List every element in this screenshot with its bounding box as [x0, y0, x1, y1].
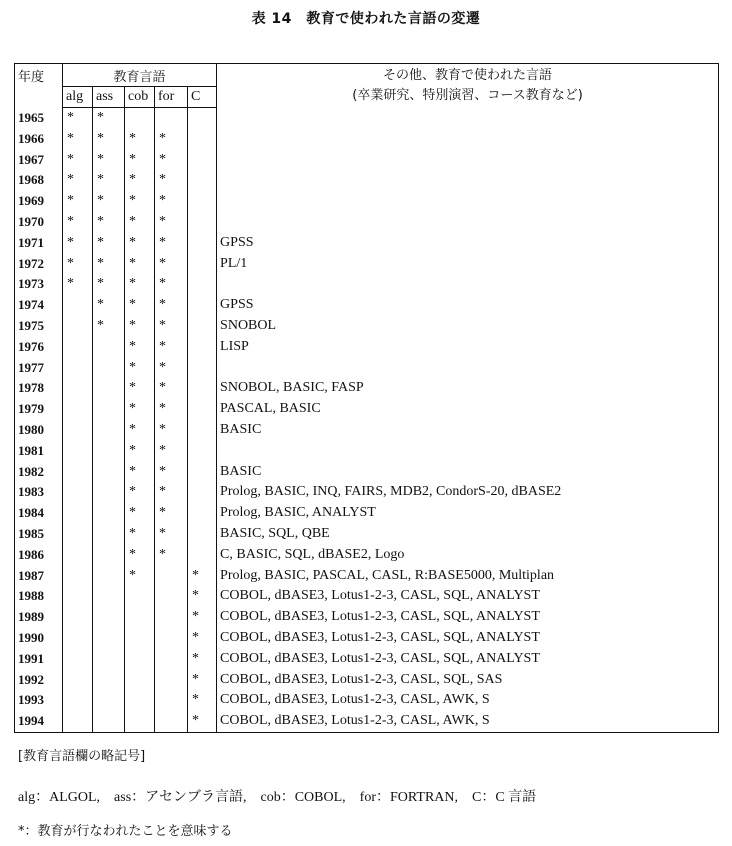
mark-cell-alg — [63, 586, 93, 607]
lang-header-cob: cob — [125, 87, 155, 108]
mark-cell-cob — [125, 711, 155, 732]
table-caption: 表 14 教育で使われた言語の変遷 — [251, 11, 481, 27]
mark-cell-for: * — [155, 399, 188, 420]
other-languages-cell: Prolog, BASIC, INQ, FAIRS, MDB2, CondorS-20, dBASE2 — [217, 482, 719, 503]
mark-cell-ass — [93, 711, 125, 732]
table-row — [15, 108, 719, 129]
mark-cell-c: * — [188, 670, 217, 691]
mark-cell-c — [188, 462, 217, 483]
mark-cell-for — [155, 566, 188, 587]
other-languages-header-line1: その他、教育で使われた言語 — [383, 67, 553, 83]
mark-cell-for — [155, 690, 188, 711]
other-languages-cell — [217, 191, 719, 212]
mark-cell-cob — [125, 607, 155, 628]
mark-cell-cob: * — [125, 358, 155, 379]
mark-cell-c — [188, 212, 217, 233]
mark-cell-alg — [63, 482, 93, 503]
table-row — [15, 545, 719, 566]
mark-cell-alg — [63, 690, 93, 711]
mark-cell-alg — [63, 399, 93, 420]
mark-cell-cob: * — [125, 566, 155, 587]
other-languages-cell: COBOL, dBASE3, Lotus1-2-3, CASL, SQL, ANALYST — [217, 649, 719, 670]
mark-cell-for: * — [155, 274, 188, 295]
other-languages-cell: BASIC — [217, 420, 719, 441]
mark-cell-cob — [125, 670, 155, 691]
mark-cell-c — [188, 337, 217, 358]
mark-cell-for: * — [155, 150, 188, 171]
mark-cell-cob: * — [125, 399, 155, 420]
other-languages-cell: C, BASIC, SQL, dBASE2, Logo — [217, 545, 719, 566]
table-row — [15, 607, 719, 628]
mark-cell-c — [188, 378, 217, 399]
year-cell: 1976 — [15, 337, 63, 358]
mark-cell-ass — [93, 628, 125, 649]
mark-cell-cob: * — [125, 441, 155, 462]
mark-cell-cob: * — [125, 482, 155, 503]
mark-cell-cob — [125, 586, 155, 607]
mark-cell-for: * — [155, 378, 188, 399]
mark-cell-ass: * — [93, 254, 125, 275]
other-languages-cell: PL/1 — [217, 254, 719, 275]
mark-cell-c — [188, 191, 217, 212]
mark-cell-cob: * — [125, 524, 155, 545]
table-row — [15, 711, 719, 732]
mark-cell-for: * — [155, 191, 188, 212]
mark-cell-alg — [63, 649, 93, 670]
other-languages-cell — [217, 129, 719, 150]
mark-cell-ass: * — [93, 274, 125, 295]
mark-cell-for: * — [155, 295, 188, 316]
mark-cell-for: * — [155, 233, 188, 254]
mark-cell-alg — [63, 378, 93, 399]
mark-cell-for: * — [155, 316, 188, 337]
mark-cell-ass — [93, 399, 125, 420]
mark-cell-c: * — [188, 628, 217, 649]
mark-cell-ass: * — [93, 212, 125, 233]
other-languages-cell: SNOBOL — [217, 316, 719, 337]
mark-cell-for: * — [155, 462, 188, 483]
mark-cell-ass — [93, 358, 125, 379]
year-cell: 1983 — [15, 482, 63, 503]
mark-cell-cob: * — [125, 462, 155, 483]
mark-cell-c — [188, 503, 217, 524]
table-body — [15, 108, 719, 733]
mark-cell-alg: * — [63, 129, 93, 150]
mark-cell-ass — [93, 503, 125, 524]
other-languages-cell — [217, 150, 719, 171]
table-row — [15, 441, 719, 462]
mark-cell-c — [188, 129, 217, 150]
table-row — [15, 399, 719, 420]
table-row — [15, 503, 719, 524]
mark-cell-cob: * — [125, 170, 155, 191]
other-languages-cell: GPSS — [217, 295, 719, 316]
year-cell: 1972 — [15, 254, 63, 275]
mark-cell-ass — [93, 420, 125, 441]
table-row — [15, 628, 719, 649]
mark-cell-cob: * — [125, 295, 155, 316]
table-row — [15, 170, 719, 191]
mark-cell-ass — [93, 690, 125, 711]
mark-cell-alg — [63, 295, 93, 316]
mark-cell-alg — [63, 545, 93, 566]
mark-cell-ass: * — [93, 233, 125, 254]
year-cell: 1979 — [15, 399, 63, 420]
table-row — [15, 420, 719, 441]
legend-abbreviations: alg：ALGOL, ass：アセンブラ言語, cob：COBOL, for：FORTRAN, C：C 言語 — [18, 790, 537, 805]
table-row — [15, 649, 719, 670]
other-languages-cell: COBOL, dBASE3, Lotus1-2-3, CASL, AWK, S — [217, 690, 719, 711]
year-cell: 1985 — [15, 524, 63, 545]
mark-cell-for: * — [155, 170, 188, 191]
mark-cell-c — [188, 233, 217, 254]
mark-cell-alg — [63, 711, 93, 732]
year-cell: 1986 — [15, 545, 63, 566]
mark-cell-for: * — [155, 503, 188, 524]
year-cell: 1980 — [15, 420, 63, 441]
mark-cell-for: * — [155, 420, 188, 441]
other-languages-cell: GPSS — [217, 233, 719, 254]
year-cell: 1975 — [15, 316, 63, 337]
mark-cell-alg: * — [63, 108, 93, 129]
year-cell: 1977 — [15, 358, 63, 379]
mark-cell-c — [188, 399, 217, 420]
mark-cell-ass: * — [93, 191, 125, 212]
mark-cell-ass — [93, 649, 125, 670]
other-languages-cell — [217, 274, 719, 295]
mark-cell-for: * — [155, 129, 188, 150]
mark-cell-ass — [93, 524, 125, 545]
mark-cell-alg: * — [63, 254, 93, 275]
table-row — [15, 316, 719, 337]
mark-cell-ass — [93, 462, 125, 483]
other-languages-cell: BASIC — [217, 462, 719, 483]
table-row — [15, 254, 719, 275]
year-cell: 1987 — [15, 566, 63, 587]
mark-cell-cob: * — [125, 503, 155, 524]
other-languages-cell: PASCAL, BASIC — [217, 399, 719, 420]
mark-cell-c: * — [188, 586, 217, 607]
mark-cell-c — [188, 254, 217, 275]
mark-cell-c — [188, 420, 217, 441]
mark-cell-for: * — [155, 441, 188, 462]
mark-cell-for: * — [155, 212, 188, 233]
year-cell: 1969 — [15, 191, 63, 212]
other-languages-cell: COBOL, dBASE3, Lotus1-2-3, CASL, AWK, S — [217, 711, 719, 732]
mark-cell-ass: * — [93, 170, 125, 191]
mark-cell-for — [155, 108, 188, 129]
mark-cell-alg — [63, 441, 93, 462]
table-row — [15, 274, 719, 295]
mark-cell-cob: * — [125, 337, 155, 358]
mark-cell-ass — [93, 378, 125, 399]
mark-cell-alg — [63, 503, 93, 524]
mark-cell-alg — [63, 628, 93, 649]
mark-cell-alg — [63, 337, 93, 358]
other-languages-header-line2: (卒業研究、特別演習、コース教育など) — [352, 87, 583, 103]
mark-cell-alg: * — [63, 274, 93, 295]
other-languages-cell: COBOL, dBASE3, Lotus1-2-3, CASL, SQL, SAS — [217, 670, 719, 691]
mark-cell-c — [188, 524, 217, 545]
year-cell: 1984 — [15, 503, 63, 524]
mark-cell-alg — [63, 420, 93, 441]
mark-cell-for — [155, 607, 188, 628]
year-cell: 1968 — [15, 170, 63, 191]
year-cell: 1981 — [15, 441, 63, 462]
mark-cell-alg — [63, 358, 93, 379]
mark-cell-alg: * — [63, 212, 93, 233]
table-row — [15, 690, 719, 711]
mark-cell-c — [188, 358, 217, 379]
mark-cell-c — [188, 482, 217, 503]
mark-cell-cob: * — [125, 129, 155, 150]
mark-cell-for: * — [155, 524, 188, 545]
other-languages-cell: COBOL, dBASE3, Lotus1-2-3, CASL, SQL, ANALYST — [217, 586, 719, 607]
year-cell: 1988 — [15, 586, 63, 607]
mark-cell-ass: * — [93, 150, 125, 171]
mark-cell-alg — [63, 670, 93, 691]
mark-cell-c: * — [188, 566, 217, 587]
mark-cell-alg: * — [63, 150, 93, 171]
lang-header-c: C — [188, 87, 217, 108]
other-languages-header — [217, 64, 719, 108]
year-cell: 1966 — [15, 129, 63, 150]
table-row — [15, 233, 719, 254]
table-row — [15, 337, 719, 358]
mark-cell-cob — [125, 690, 155, 711]
mark-cell-c: * — [188, 607, 217, 628]
mark-cell-cob: * — [125, 274, 155, 295]
mark-cell-cob: * — [125, 316, 155, 337]
year-cell: 1982 — [15, 462, 63, 483]
mark-cell-for: * — [155, 545, 188, 566]
mark-cell-ass — [93, 607, 125, 628]
year-header: 年度 — [15, 64, 63, 108]
mark-cell-ass — [93, 441, 125, 462]
legend-star-note: *：教育が行なわれたことを意味する — [18, 824, 233, 839]
mark-cell-ass: * — [93, 316, 125, 337]
mark-cell-ass: * — [93, 295, 125, 316]
year-cell: 1974 — [15, 295, 63, 316]
mark-cell-alg — [63, 524, 93, 545]
legend-title: [教育言語欄の略記号] — [18, 749, 146, 764]
table-row — [15, 129, 719, 150]
mark-cell-for: * — [155, 482, 188, 503]
mark-cell-cob: * — [125, 191, 155, 212]
year-cell: 1971 — [15, 233, 63, 254]
other-languages-cell: LISP — [217, 337, 719, 358]
mark-cell-cob — [125, 628, 155, 649]
mark-cell-c — [188, 170, 217, 191]
lang-header-alg: alg — [63, 87, 93, 108]
year-cell: 1992 — [15, 670, 63, 691]
table-row — [15, 462, 719, 483]
year-cell: 1991 — [15, 649, 63, 670]
mark-cell-c: * — [188, 649, 217, 670]
table-row — [15, 670, 719, 691]
year-cell: 1978 — [15, 378, 63, 399]
mark-cell-for — [155, 711, 188, 732]
other-languages-cell: SNOBOL, BASIC, FASP — [217, 378, 719, 399]
mark-cell-c — [188, 295, 217, 316]
mark-cell-cob: * — [125, 150, 155, 171]
mark-cell-c — [188, 316, 217, 337]
year-cell: 1993 — [15, 690, 63, 711]
mark-cell-ass: * — [93, 129, 125, 150]
table-row — [15, 482, 719, 503]
mark-cell-ass — [93, 545, 125, 566]
table-row — [15, 295, 719, 316]
lang-header-for: for — [155, 87, 188, 108]
other-languages-cell: Prolog, BASIC, PASCAL, CASL, R:BASE5000, Multiplan — [217, 566, 719, 587]
other-languages-cell: Prolog, BASIC, ANALYST — [217, 503, 719, 524]
mark-cell-alg — [63, 316, 93, 337]
mark-cell-cob — [125, 649, 155, 670]
other-languages-cell — [217, 108, 719, 129]
mark-cell-alg: * — [63, 170, 93, 191]
table-row — [15, 358, 719, 379]
mark-cell-c: * — [188, 711, 217, 732]
edu-language-header: 教育言語 — [63, 64, 217, 87]
mark-cell-ass: * — [93, 108, 125, 129]
year-cell: 1990 — [15, 628, 63, 649]
mark-cell-c — [188, 274, 217, 295]
mark-cell-ass — [93, 586, 125, 607]
mark-cell-for — [155, 649, 188, 670]
year-cell: 1973 — [15, 274, 63, 295]
mark-cell-c: * — [188, 690, 217, 711]
other-languages-cell — [217, 441, 719, 462]
mark-cell-for: * — [155, 254, 188, 275]
mark-cell-for — [155, 670, 188, 691]
other-languages-cell — [217, 358, 719, 379]
year-cell: 1994 — [15, 711, 63, 732]
other-languages-cell — [217, 170, 719, 191]
mark-cell-alg — [63, 462, 93, 483]
mark-cell-cob: * — [125, 420, 155, 441]
mark-cell-c — [188, 108, 217, 129]
year-cell: 1967 — [15, 150, 63, 171]
mark-cell-cob: * — [125, 378, 155, 399]
table-row — [15, 212, 719, 233]
table-row — [15, 378, 719, 399]
lang-header-ass: ass — [93, 87, 125, 108]
mark-cell-c — [188, 545, 217, 566]
mark-cell-alg — [63, 566, 93, 587]
other-languages-cell: BASIC, SQL, QBE — [217, 524, 719, 545]
other-languages-cell: COBOL, dBASE3, Lotus1-2-3, CASL, SQL, ANALYST — [217, 607, 719, 628]
mark-cell-for — [155, 628, 188, 649]
table-row — [15, 524, 719, 545]
mark-cell-cob: * — [125, 212, 155, 233]
mark-cell-ass — [93, 670, 125, 691]
table-row — [15, 191, 719, 212]
language-history-table — [14, 63, 719, 733]
mark-cell-ass — [93, 566, 125, 587]
year-cell: 1965 — [15, 108, 63, 129]
mark-cell-for: * — [155, 358, 188, 379]
mark-cell-cob: * — [125, 233, 155, 254]
mark-cell-cob: * — [125, 254, 155, 275]
table-row — [15, 586, 719, 607]
year-cell: 1989 — [15, 607, 63, 628]
mark-cell-c — [188, 441, 217, 462]
other-languages-cell — [217, 212, 719, 233]
mark-cell-for — [155, 586, 188, 607]
mark-cell-ass — [93, 482, 125, 503]
table-row — [15, 566, 719, 587]
mark-cell-ass — [93, 337, 125, 358]
table-row — [15, 150, 719, 171]
mark-cell-alg: * — [63, 191, 93, 212]
mark-cell-for: * — [155, 337, 188, 358]
mark-cell-alg: * — [63, 233, 93, 254]
mark-cell-c — [188, 150, 217, 171]
other-languages-cell: COBOL, dBASE3, Lotus1-2-3, CASL, SQL, ANALYST — [217, 628, 719, 649]
mark-cell-alg — [63, 607, 93, 628]
mark-cell-cob — [125, 108, 155, 129]
year-cell: 1970 — [15, 212, 63, 233]
mark-cell-cob: * — [125, 545, 155, 566]
